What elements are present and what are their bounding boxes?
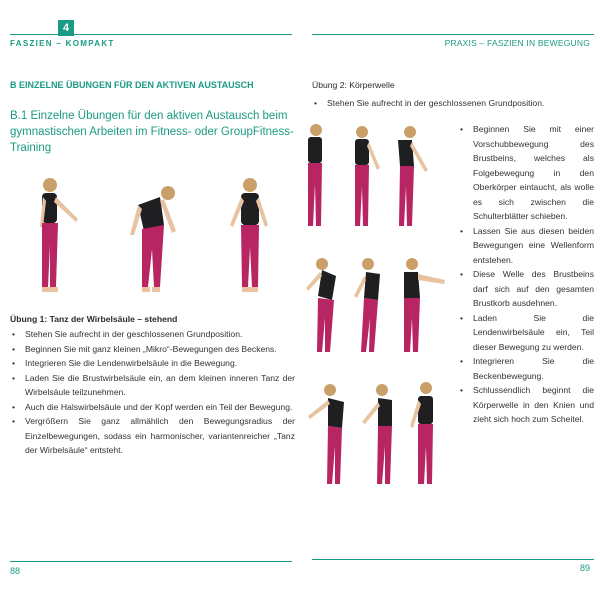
exercise-1-title: Übung 1: Tanz der Wirbelsäule – stehend [10, 314, 178, 324]
header-rule-left [10, 34, 292, 35]
exercise-1-photos [30, 175, 290, 305]
list-item: • Laden Sie die Brustwirbelsäule ein, an dem kleinen inneren Tanz der Wirbelsäule teilzunehmen. [10, 371, 295, 400]
footer-rule-left [10, 561, 292, 562]
list-item: • Schlussendlich beginnt die Körperwelle in den Knien und zieht sich hoch zum Scheitel. [458, 383, 594, 427]
wave-row-2 [306, 258, 445, 352]
list-item: • Beginnen Sie mit ganz kleinen „Mikro“-Bewegungen des Beckens. [10, 342, 295, 357]
list-item: • Stehen Sie aufrecht in der geschlossenen Grundposition. [10, 327, 295, 342]
footer-rule-right [312, 559, 594, 560]
pose-upright [40, 178, 78, 292]
exercise-2-title: Übung 2: Körperwelle [312, 80, 395, 90]
running-head: PRAXIS – FASZIEN IN BEWEGUNG [444, 38, 590, 48]
list-item: • Lassen Sie aus diesen beiden Bewegungen eine Wellenform entstehen. [458, 224, 594, 268]
exercise-2-photos [300, 118, 450, 498]
wave-row-1 [308, 124, 428, 226]
page-number-right: 89 [579, 563, 590, 573]
header-rule-right [312, 34, 594, 35]
book-title: FASZIEN – KOMPAKT [10, 39, 115, 48]
list-item: • Integrieren Sie die Beckenbewegung. [458, 354, 594, 383]
list-item: • Vergrößern Sie ganz allmählich den Bewegungsradius der Einzelbewegungen, sodass ein harmonischer, variantenreicher „Tanz der Wirbelsäule“ entsteht. [10, 414, 295, 458]
list-item: • Diese Welle des Brustbeins darf sich auf den gesamten Brustkorb ausdehnen. [458, 267, 594, 311]
exercise-2-steps [458, 122, 594, 427]
list-item: • Beginnen Sie mit einer Vorschubbewegung des Brustbeins, welches als Folgebewegung in den Oberkörper eintaucht, als wolle es sich zwischen die Schulterblätter schieben. [458, 122, 594, 224]
page-number-left: 88 [10, 566, 21, 576]
subheading: B.1 Einzelne Übungen für den aktiven Austausch beim gymnastischen Arbeiten im Fitness- oder GroupFitness-Training [10, 110, 294, 154]
chapter-number: 4 [58, 20, 74, 36]
exercise-2-first-step [312, 96, 592, 111]
wave-row-3 [308, 382, 433, 484]
list-item: • Auch die Halswirbelsäule und der Kopf werden ein Teil der Bewegung. [10, 400, 295, 415]
exercise-1-steps [10, 327, 295, 458]
list-item: • Stehen Sie aufrecht in der geschlossenen Grundposition. [312, 96, 592, 111]
pose-bending [130, 186, 176, 292]
list-item: • Integrieren Sie die Lendenwirbelsäule in die Bewegung. [10, 356, 295, 371]
list-item: • Laden Sie die Lendenwirbelsäule ein, Teil dieser Bewegung zu werden. [458, 311, 594, 355]
section-heading: B EINZELNE ÜBUNGEN FÜR DEN AKTIVEN AUSTAUSCH [10, 80, 254, 90]
pose-back [230, 178, 268, 292]
